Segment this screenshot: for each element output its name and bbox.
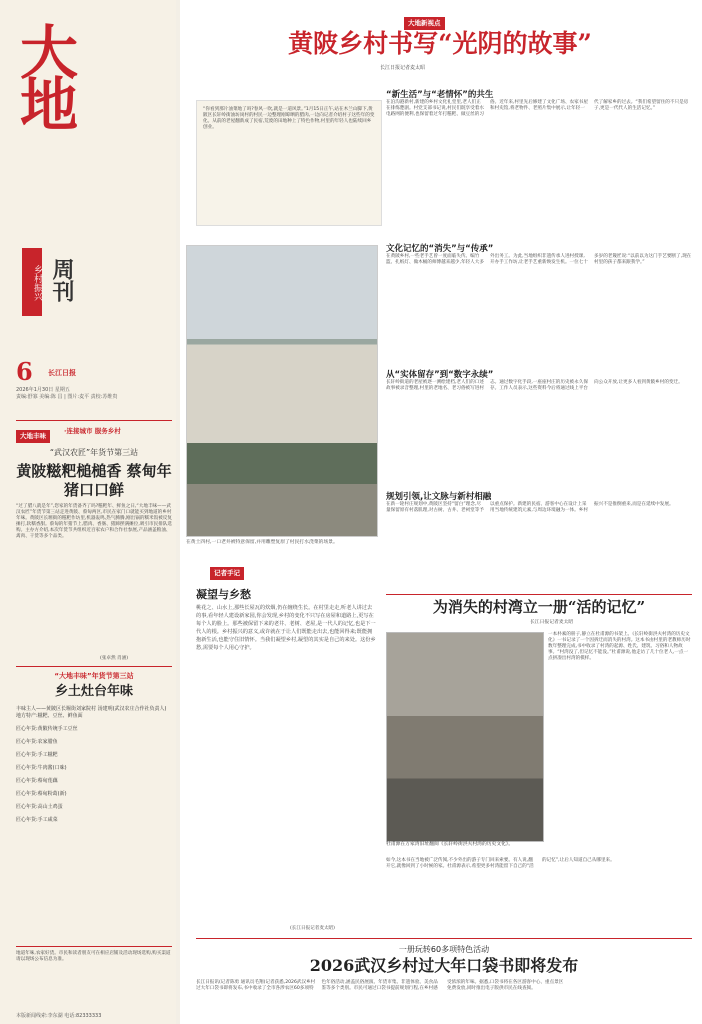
sub-byline: 长江日报记者麦太昭 xyxy=(530,620,574,625)
photo-caption: 在黄土四村,一口老井被特意保留,并用雕塑复原了村民打水浇菜的场景。 xyxy=(186,540,338,545)
editors-line: 责编:舒寡 美编:陈 昌 | 图片:麦平 责校:苏维贵 xyxy=(16,394,118,400)
section-heading: 文化记忆的“消失”与“传承” xyxy=(386,244,494,254)
section-body: 在新一轮村庄规划中,黄陂区坚持“留白”理念,尽量保留原有村落肌理,对古树、古井、老祠堂等予以重点保护。新建的民宿、游客中心在设计上采用当地传统建筑元素,与周边环境融为一体。乡村振兴不是推倒重来,而是在延续中发展。 xyxy=(386,502,674,513)
feature-tag xyxy=(404,10,445,30)
masthead-subtitle: 乡村振兴 xyxy=(22,248,42,316)
left-headline: 黄陂糍粑槌槌香 蔡甸年猪口口鲜 xyxy=(16,462,172,499)
left-product-list xyxy=(16,706,172,936)
main-byline: 长江日报记者麦太昭 xyxy=(380,65,426,71)
left-sub-kicker: “大地丰味”年货节第三站 xyxy=(54,672,134,680)
dateline: 2026年1月30日 星期五 xyxy=(16,387,70,393)
section-heading: “新生活”与“老情怀”的共生 xyxy=(386,90,494,100)
village-photo xyxy=(186,245,378,537)
divider xyxy=(196,938,692,939)
list-item: 匠心年货:牛肉酱(口味) xyxy=(16,765,67,771)
list-item: 匠心年货:手工咸菜 xyxy=(16,817,58,823)
paper-name: 长江日报 xyxy=(48,369,76,377)
left-kicker: “武汉农匠”年货节第三站 xyxy=(49,448,139,457)
list-item: 匠心年货:黄陂传统手工豆丝 xyxy=(16,726,78,732)
divider xyxy=(16,420,172,421)
masthead-zhoukan: 周刊 xyxy=(49,258,75,302)
left-note: 地道年味,农家好货。市民和读者朋友可在相应店铺及活动现场选购,购买渠道请以现场公布信息为准。 xyxy=(16,946,172,1007)
left-article-body: “过了腊八就是年”,您家的年货备齐了吗?糍粑年、鲜鱼之日,“大地丰味——武汉农匠”年货节第三站走进黄陂、蔡甸两区,市民在家门口就能买到地道的乡村年味。黄陂区长堰街的糍粑作坊里,机器轰鸣,热气腾腾,刚出锅的糯米饭被反复捶打,软糯香甜。蔡甸的年猪节上,腊肉、香肠、猪蹄摆满摊位,吸引市民排队选购。主办方介绍,本次年货节共组织近百家农户和合作社参展,产品涵盖粮油、禽肉、干货等多个品类。 xyxy=(16,504,172,539)
photo-caption: 杜甫源在万家湾旧址翻阅《长轩岭街洪夫村湾的历史文化》。 xyxy=(386,842,514,847)
section-body: 在黄陂乡村,一些老手艺曾一度面临失传。编竹篮、扎纸灯、做木桶的师傅越来越少,年轻人大多外出务工。为此,当地组织非遗传承人进村授课,开办手工作坊,让老手艺重新焕发生机。一位七十多岁的老篾匠说:“以前以为这门手艺要断了,现在村里的孩子都来跟我学。” xyxy=(386,254,692,265)
left-section-slogan: ·连接城市 服务乡村 xyxy=(64,427,121,435)
essay-credit: (长江日报记者麦太昭) xyxy=(290,926,335,931)
section-heading: 规划引领,让文脉与新村相融 xyxy=(386,492,492,502)
left-footer: 本版新闻线索:李东湖 电话:82333333 xyxy=(16,1013,102,1019)
section-body: 长轩岭街道的老屋被逐一测绘建档,老人们的口述故事被录音整理,村里的老地名、老习俗被写进村志。通过数字化手段,一座座村庄的历史被永久保存。工作人员表示,这些资料今后将通过线上平台向公众开放,让更多人看到黄陂乡村的变迁。 xyxy=(386,380,683,391)
list-item: 丰味主人——黄陂区长堰街刘家院村 汤建明(武汉农庄合作社负责人) xyxy=(16,706,167,712)
tag-label: 大地丰味 xyxy=(16,430,50,443)
left-credit: (张卓然 肖涵) xyxy=(100,656,129,661)
main-headline: 黄陂乡村书写“光阴的故事” xyxy=(288,29,592,58)
left-section-tag xyxy=(16,423,50,443)
essay-tag xyxy=(210,560,244,580)
section-heading: 从“实体留存”到“数字永续” xyxy=(386,370,494,380)
intro-box: “你看到那片油菜地了吗?春风一吹,就是一道风景。”1月15日正午,站在木兰山脚下,黄陂区长轩岭街油坊岗村的村民一边整理刚晾晒的腊肉,一边向记者介绍村子这些年的变化。从前的老屋翻新成了民宿,荒废的田地种上了特色作物,村里的年轻人也陆续回乡创业。 xyxy=(196,100,382,226)
bottom-kicker: 一册玩转60多项特色活动 xyxy=(398,945,490,954)
essay-body: 桃花之、山水上,那些长屋瓦的炊烟,仍在缠绕生长。在村里走走,听老人讲过去的事,看年轻人建设新家园,你会发现,乡村的变化不只写在房屋和道路上,更写在每个人的脸上。那些被保留下来的老井、老树、老屋,是一代人的记忆,也是下一代人的根。乡村振兴的意义,或许就在于让人们既能走出去,也能回得来;既能拥抱新生活,也能守住旧情怀。当我们凝望乡村,凝望的其实是自己的来处。这份乡愁,需要每个人用心守护。 xyxy=(196,605,376,651)
sub-article-body: 如今,这本书在当地被广泛传阅,不少外出的游子专门回来索要。有人说,翻开它,就像回到了小时候的家。杜甫源表示,希望更多村湾能留下自己的“活的记忆”,让后人知道自己从哪里来。 xyxy=(386,858,615,869)
list-item: 匠心年货:手工糍粑 xyxy=(16,752,58,758)
list-item: 匠心年货:蔡甸粉葛(新) xyxy=(16,791,67,797)
section-body: 在泊沟港新村,新建的乡村文化礼堂里,老人们正在排练楚剧。村党支部书记说,村民们既享受着水电路网的便利,也保留着过年打糍粑、做豆丝的习俗。近年来,村里先后修建了文化广场、农家书屋和村史馆,将老物件、老照片集中展示,让年轻一代了解家乡的过去。“我们希望留住的不只是房子,更是一代代人的生活记忆。” xyxy=(386,100,689,117)
list-item: 匠心年货:高山土鸡蛋 xyxy=(16,804,63,810)
left-sub-headline: 乡土灶台年味 xyxy=(54,684,133,699)
essay-headline: 凝望与乡愁 xyxy=(196,588,251,601)
tag-label: 记者手记 xyxy=(210,567,244,580)
bottom-article-body: 长江日报讯(记者陈勇 通讯员毛翔)记者获悉,2026武汉乡村过大年口袋书即将发布,书中收录了全市各涉农区60多项特色年俗活动,涵盖民俗展演、年货市集、非遗体验、美食品鉴等多个类别。市民可通过口袋书提前规划行程,在乡村感受浓浓的年味。据悉,口袋书将在各区游客中心、重点景区免费发放,同时推出电子版供市民在线查阅。 xyxy=(196,980,564,991)
sub-headline: 为消失的村湾立一册“活的记忆” xyxy=(432,598,646,616)
masthead-logo: 大地 xyxy=(10,22,78,126)
list-item: 地方特产:糍粑、豆丝、鲜鱼面 xyxy=(16,713,83,719)
sub-article-body: 一本朴素的册子,静立在杜甫源的书架上。《长轩岭街洪夫村湾的历史文化》一书记录了一个因拆迁而消失的村湾。这本书由村里的老教师历时数年整理完成,书中收录了村湾的起源、姓氏、建筑、习俗和人物故事。“村湾没了,但记忆不能没。”杜甫源说,他走访了几十位老人,一点一点拼凑出村湾的模样。 xyxy=(548,632,691,661)
bottom-headline: 2026武汉乡村过大年口袋书即将发布 xyxy=(309,956,579,975)
tag-label: 大地新视点 xyxy=(404,17,445,30)
divider xyxy=(16,666,172,667)
page-number: 6 xyxy=(16,357,33,386)
portrait-photo xyxy=(386,632,544,842)
list-item: 匠心年货:农家腊鱼 xyxy=(16,739,58,745)
list-item: 匠心年货:蔡甸莲藕 xyxy=(16,778,58,784)
divider xyxy=(386,594,692,595)
